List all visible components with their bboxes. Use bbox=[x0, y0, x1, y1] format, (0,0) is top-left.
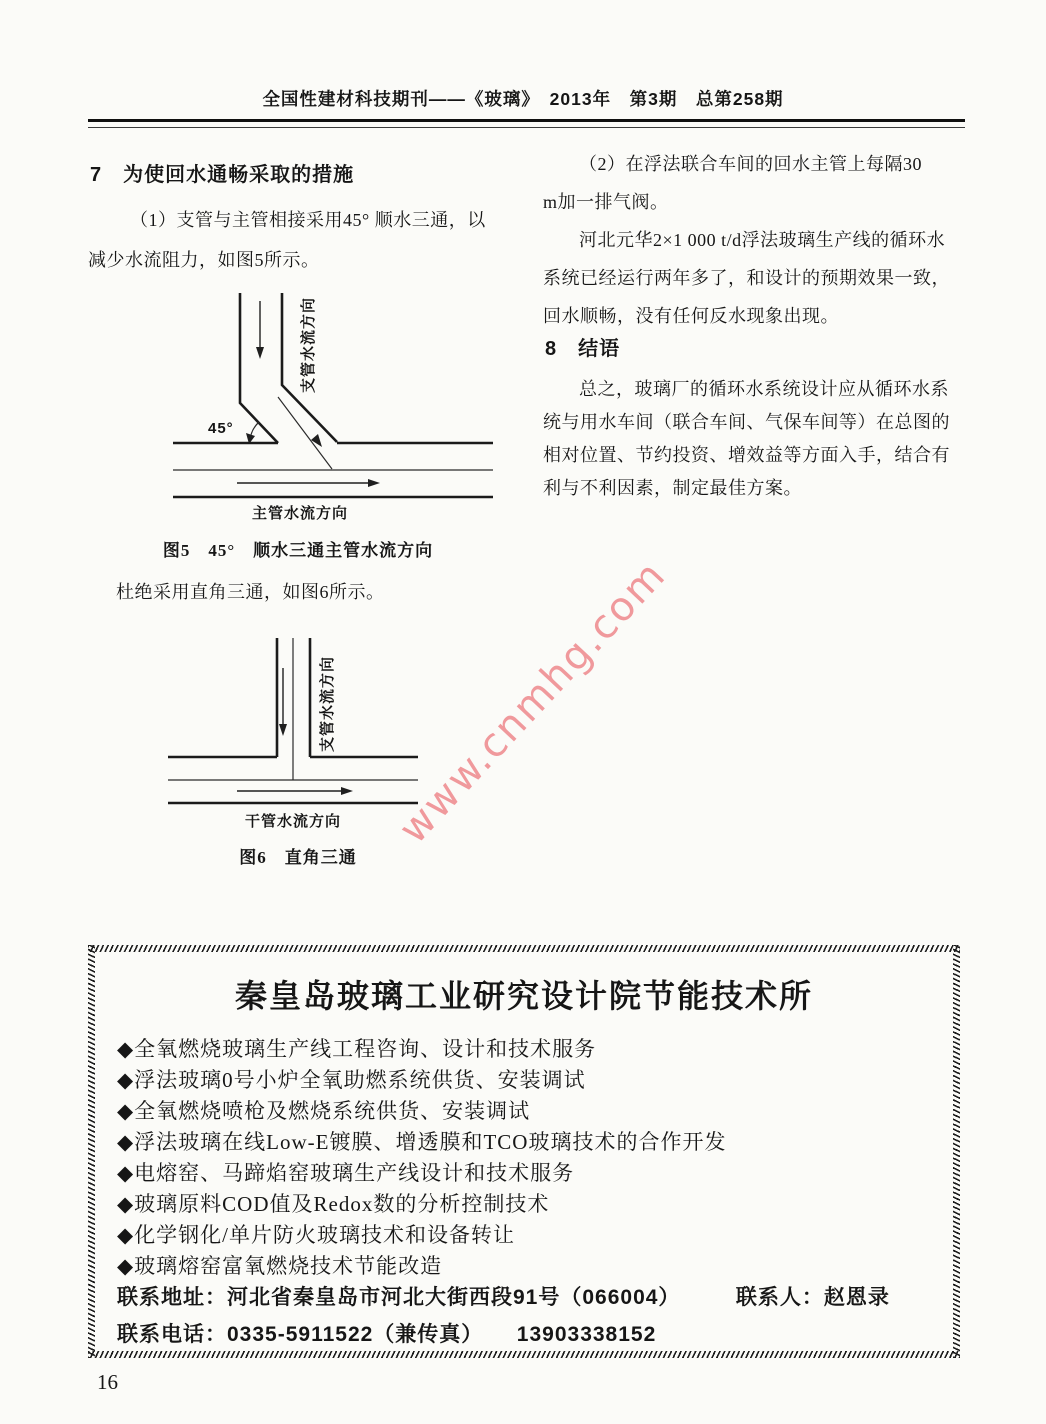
advertisement-box bbox=[88, 945, 960, 1358]
ad-bullet-item: ◆全氧燃烧玻璃生产线工程咨询、设计和技术服务 bbox=[117, 1037, 597, 1061]
right-paragraph-1-line-1: （2）在浮法联合车间的回水主管上每隔30 bbox=[579, 154, 922, 174]
figure-6-caption: 图6 直角三通 bbox=[239, 848, 357, 867]
fig5-main-arrowhead-icon bbox=[368, 479, 380, 487]
ad-bullet-item: ◆玻璃原料COD值及Redox数的分析控制技术 bbox=[117, 1192, 550, 1216]
fig6-branch-arrowhead-icon bbox=[279, 724, 287, 736]
header-rule bbox=[88, 119, 965, 128]
ad-bullet-item: ◆玻璃熔窑富氧燃烧技术节能改造 bbox=[117, 1254, 443, 1278]
figure-5-diagram bbox=[150, 285, 500, 525]
left-paragraph-1-line-1: （1）支管与主管相接采用45° 顺水三通，以 bbox=[130, 210, 486, 230]
right-paragraph-3-line-1: 总之，玻璃厂的循环水系统设计应从循环水系 bbox=[579, 379, 949, 399]
ad-bullet-item: ◆浮法玻璃在线Low-E镀膜、增透膜和TCO玻璃技术的合作开发 bbox=[117, 1130, 727, 1154]
ad-contact-phone: 联系电话：0335-5911522（兼传真） 13903338152 bbox=[117, 1323, 657, 1346]
figure-5-caption: 图5 45° 顺水三通主管水流方向 bbox=[162, 541, 434, 560]
journal-header: 全国性建材科技期刊——《玻璃》 2013年 第3期 总第258期 bbox=[262, 89, 784, 109]
ad-contact-address: 联系地址：河北省秦皇岛市河北大街西段91号（066004） 联系人：赵恩录 bbox=[117, 1286, 890, 1309]
fig5-merge-arrowhead-icon bbox=[311, 434, 322, 447]
figure-6-svg bbox=[160, 630, 430, 835]
right-paragraph-2-line-2: 系统已经运行两年多了，和设计的预期效果一致， bbox=[543, 268, 950, 288]
fig6-main-flow-label: 干管水流方向 bbox=[244, 813, 342, 830]
section-8-heading: 8 结语 bbox=[545, 338, 621, 360]
ad-border-bottom bbox=[88, 1351, 960, 1358]
fig5-main-flow-label: 主管水流方向 bbox=[251, 505, 349, 522]
watermark-text: www.cnmhg.com bbox=[390, 551, 676, 853]
fig6-main-arrowhead-icon bbox=[341, 787, 353, 795]
right-paragraph-3-line-4: 利与不利因素，制定最佳方案。 bbox=[543, 478, 802, 498]
ad-bullet-item: ◆电熔窑、马蹄焰窑玻璃生产线设计和技术服务 bbox=[117, 1161, 575, 1185]
fig5-branch-arrowhead-icon bbox=[256, 347, 264, 359]
right-paragraph-3-line-3: 相对位置、节约投资、增效益等方面入手，结合有 bbox=[543, 445, 950, 465]
ad-title: 秦皇岛玻璃工业研究设计院节能技术所 bbox=[234, 978, 813, 1014]
right-paragraph-2-line-1: 河北元华2×1 000 t/d浮法玻璃生产线的循环水 bbox=[579, 230, 946, 250]
ad-bullet-item: ◆化学钢化/单片防火玻璃技术和设备转让 bbox=[117, 1223, 515, 1247]
left-paragraph-2: 杜绝采用直角三通，如图6所示。 bbox=[116, 582, 385, 602]
figure-6-diagram bbox=[160, 630, 430, 835]
left-paragraph-1-line-2: 减少水流阻力，如图5所示。 bbox=[88, 250, 320, 270]
fig6-branch-flow-label: 支管水流方向 bbox=[319, 655, 336, 752]
section-7-heading: 7 为使回水通畅采取的措施 bbox=[90, 164, 355, 186]
page-number: 16 bbox=[97, 1370, 118, 1394]
figure-5-svg bbox=[150, 285, 500, 525]
fig5-branch-flow-label: 支管水流方向 bbox=[300, 296, 317, 393]
fig5-angle-label: 45° bbox=[208, 420, 234, 437]
ad-bullet-item: ◆浮法玻璃0号小炉全氧助燃系统供货、安装调试 bbox=[117, 1068, 586, 1092]
ad-border-top bbox=[88, 945, 960, 952]
right-paragraph-3-line-2: 统与用水车间（联合车间、气保车间等）在总图的 bbox=[543, 412, 950, 432]
fig5-branch-left-wall bbox=[240, 293, 278, 443]
right-paragraph-1-line-2: m加一排气阀。 bbox=[543, 192, 669, 212]
right-paragraph-2-line-3: 回水顺畅，没有任何反水现象出现。 bbox=[543, 306, 839, 326]
ad-bullet-item: ◆全氧燃烧喷枪及燃烧系统供货、安装调试 bbox=[117, 1099, 531, 1123]
